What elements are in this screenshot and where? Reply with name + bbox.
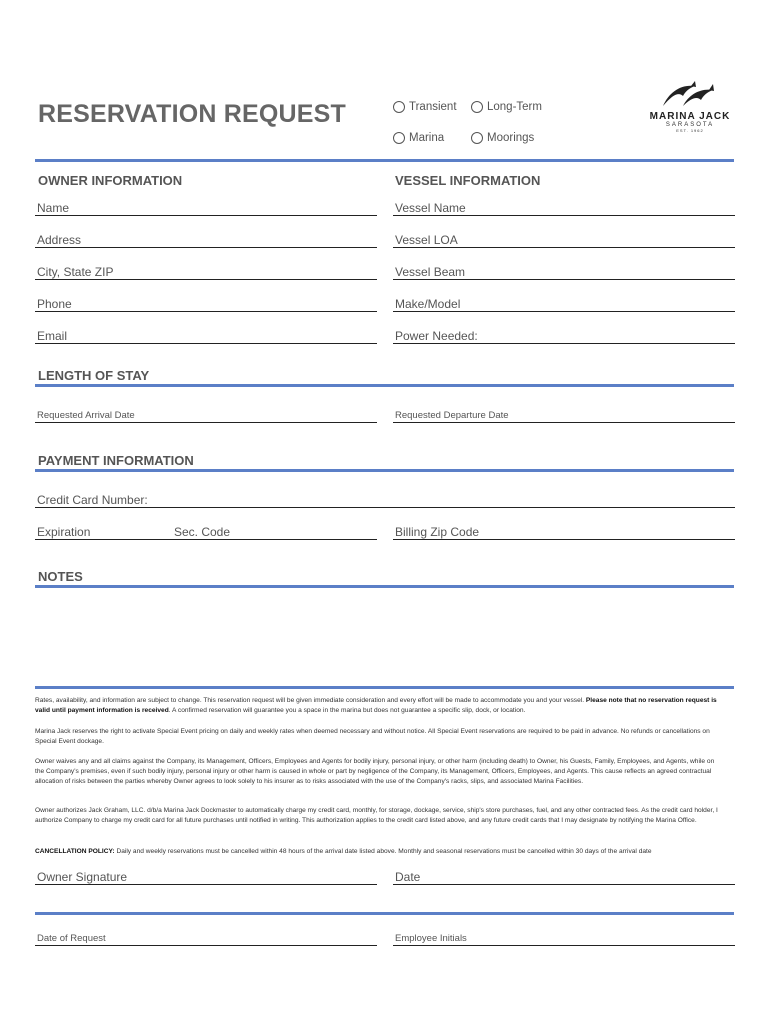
billing-zip-field[interactable]: Billing Zip Code	[393, 525, 735, 540]
notes-area[interactable]	[35, 590, 734, 684]
header-divider	[35, 159, 734, 162]
vessel-name-field[interactable]: Vessel Name	[393, 201, 735, 216]
moorings-radio[interactable]	[471, 132, 534, 144]
vessel-info-heading: VESSEL INFORMATION	[395, 173, 541, 188]
vessel-beam-field[interactable]: Vessel Beam	[393, 265, 735, 280]
arrival-date-field[interactable]: Requested Arrival Date	[35, 410, 377, 423]
owner-name-field[interactable]: Name	[35, 201, 377, 216]
radio-circle-icon[interactable]	[393, 132, 405, 144]
terms-paragraph-3: Owner waives any and all claims against the Company, its Management, Officers, Employees and Agents for bodily injury, personal injury, or other harm (including death) to Owner, his Guests, Family, Employees, and Agents, while on the Company's premises, even if such bodily injury, personal injury or other harm is caused in whole or part by negligence of the Company, its Management, Officers, Employees, and Agents. This cause reflects an agreed contractual allocation of risks between the parties whereby Owner agrees to look solely to his insurer as to risks associated with the use of the Company's racks, slips, and associated Marina Facilities.	[35, 758, 715, 786]
expiration-field[interactable]	[35, 525, 377, 540]
marina-radio[interactable]	[393, 132, 444, 144]
sec-code-label: Sec. Code	[174, 525, 231, 539]
radio-circle-icon[interactable]	[471, 101, 483, 113]
cancellation-text: Daily and weekly reservations must be cancelled within 48 hours of the arrival date listed above. Monthly and seasonal reservations must be cancelled within 30 days of the arrival date	[114, 848, 652, 855]
vessel-loa-field[interactable]: Vessel LOA	[393, 233, 735, 248]
expiration-label: Expiration	[37, 525, 91, 539]
logo-tagline: EST. 1962	[676, 128, 704, 133]
notes-bottom-divider	[35, 686, 734, 689]
terms-emphasis: Please note that no reservation request is valid until payment information is received	[35, 697, 717, 715]
notes-top-divider	[35, 585, 734, 588]
owner-info-heading: OWNER INFORMATION	[38, 173, 183, 188]
signature-date-field[interactable]: Date	[393, 870, 735, 885]
payment-divider	[35, 469, 734, 472]
marina-jack-logo	[640, 78, 740, 148]
terms-text: . A confirmed reservation will guarantee you a space in the marina but does not guarantee a specific slip, dock, or location.	[168, 707, 526, 715]
departure-date-field[interactable]: Requested Departure Date	[393, 410, 735, 423]
terms-paragraph-1	[35, 696, 725, 716]
vessel-make-field[interactable]: Make/Model	[393, 297, 735, 312]
credit-card-field[interactable]: Credit Card Number:	[35, 493, 735, 508]
radio-circle-icon[interactable]	[393, 101, 405, 113]
dolphins-icon	[655, 78, 725, 110]
notes-heading: NOTES	[38, 569, 83, 584]
employee-initials-field[interactable]: Employee Initials	[393, 933, 735, 946]
terms-paragraph-4: Owner authorizes Jack Graham, LLC. d/b/a Marina Jack Dockmaster to automatically charge my credit card, monthly, for storage, dockage, service, ship's store purchases, fuel, and any other contracted fees. As the credit card holder, I authorize Company to charge my credit card for all future purchases until notified in writing. This authorization applies to the credit card listed above, and any future credit cards that I may designate by notifying the Marina Office.	[35, 807, 718, 825]
cancellation-label: CANCELLATION POLICY:	[35, 848, 115, 855]
length-of-stay-heading: LENGTH OF STAY	[38, 368, 150, 383]
owner-city-field[interactable]: City, State ZIP	[35, 265, 377, 280]
marina-label: Marina	[409, 132, 445, 144]
request-date-field[interactable]: Date of Request	[35, 933, 377, 946]
moorings-label: Moorings	[487, 132, 535, 144]
payment-info-heading: PAYMENT INFORMATION	[38, 453, 194, 468]
terms-text: Rates, availability, and information are subject to change. This reservation request will be given immediate consideration and every effort will be made to accommodate you and your vessel.	[35, 697, 586, 704]
page-title: RESERVATION REQUEST	[38, 100, 347, 128]
cancellation-policy	[35, 847, 725, 857]
signature-divider	[35, 912, 734, 915]
logo-subtitle: SARASOTA	[665, 122, 715, 128]
terms-paragraph-2: Marina Jack reserves the right to activate Special Event pricing on daily and weekly rates when deemed necessary and without notice. All Special Event reservations are required to be paid in advance. No refunds or cancellations on Special Event dockage.	[35, 728, 710, 746]
owner-signature-field[interactable]: Owner Signature	[35, 870, 377, 885]
stay-divider	[35, 384, 734, 387]
long-term-label: Long-Term	[487, 101, 542, 113]
owner-address-field[interactable]: Address	[35, 233, 377, 248]
long-term-radio[interactable]	[471, 101, 542, 113]
logo-brand: MARINA JACK	[649, 111, 731, 122]
transient-radio[interactable]	[393, 101, 457, 113]
radio-circle-icon[interactable]	[471, 132, 483, 144]
transient-label: Transient	[409, 101, 457, 113]
owner-email-field[interactable]: Email	[35, 329, 377, 344]
vessel-power-field[interactable]: Power Needed:	[393, 329, 735, 344]
owner-phone-field[interactable]: Phone	[35, 297, 377, 312]
